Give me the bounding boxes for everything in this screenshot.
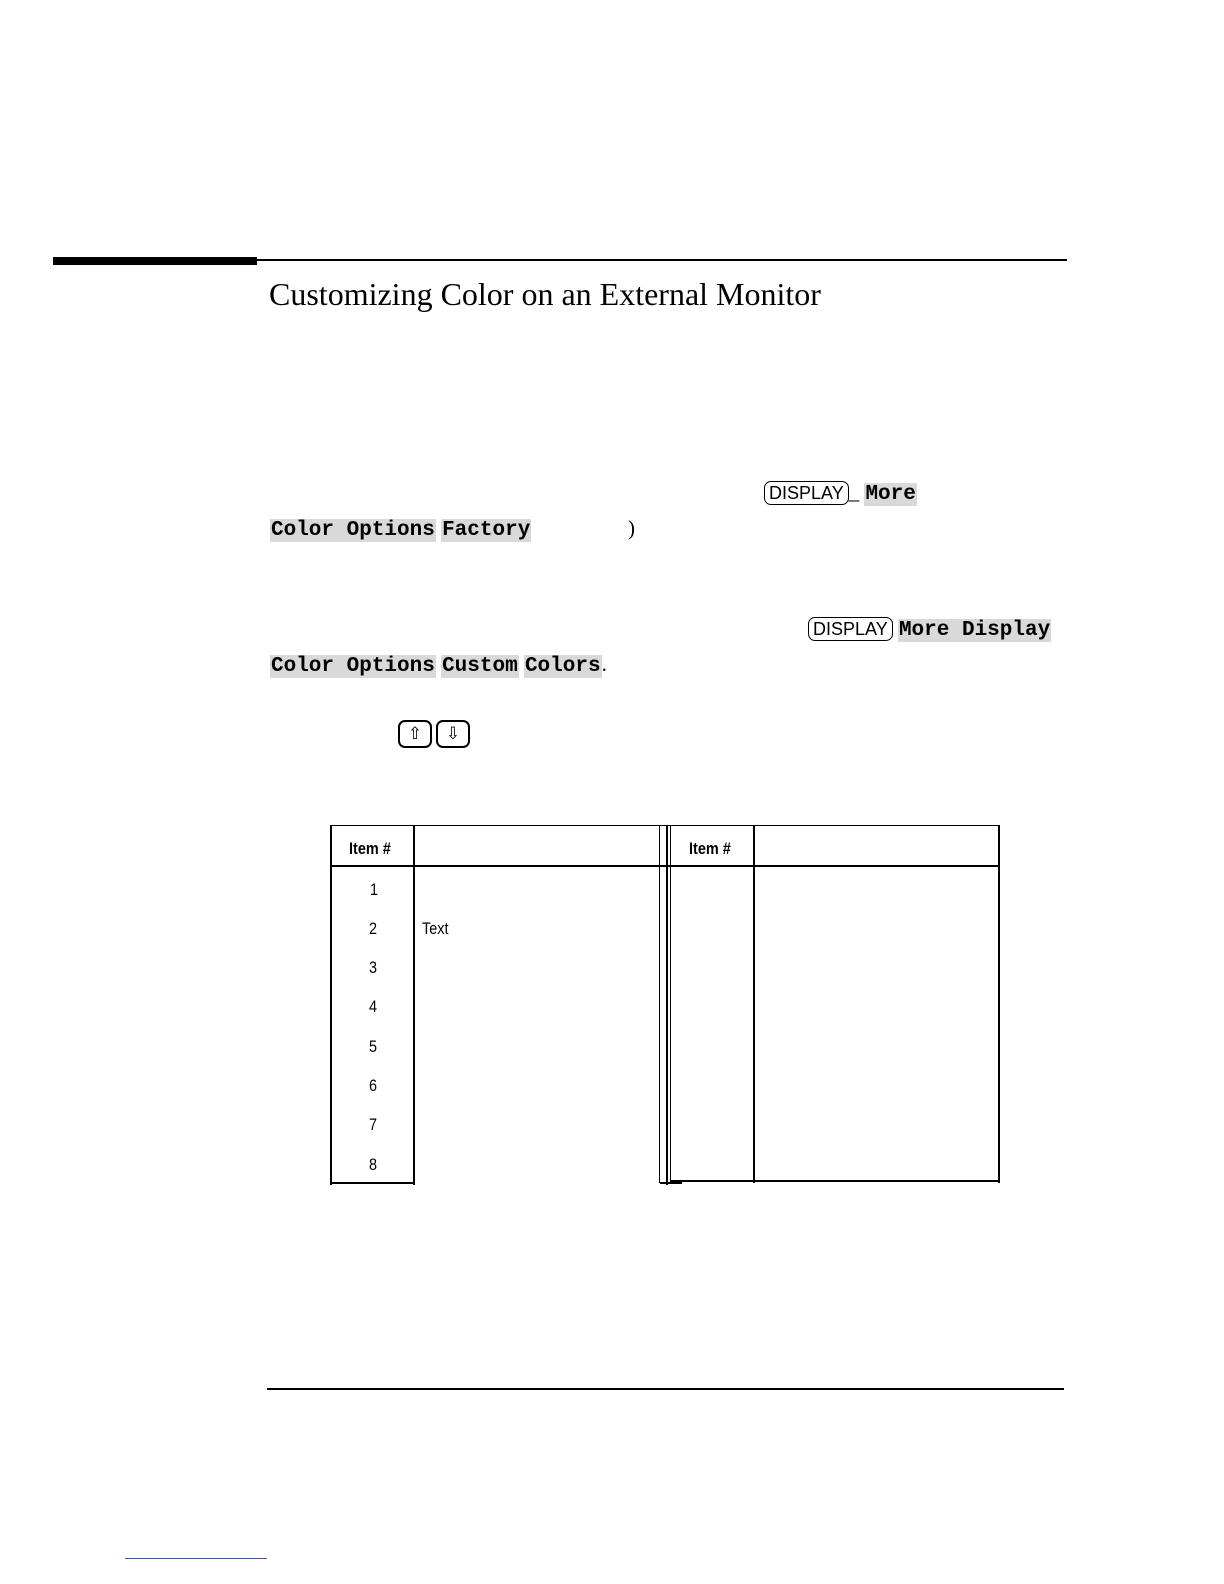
arrow-keys: [398, 720, 474, 748]
color-options-softkey[interactable]: Color Options: [271, 519, 435, 542]
page-corner-mark: [125, 1558, 267, 1559]
display-hardkey[interactable]: DISPLAY: [764, 481, 849, 505]
item-number-3: 3: [369, 958, 378, 977]
section-rule-thick: [53, 257, 257, 265]
item-number-4: 4: [369, 997, 378, 1016]
more-display-softkey[interactable]: More Display: [898, 619, 1051, 642]
up-arrow-key-icon[interactable]: ⇧: [398, 720, 432, 748]
more-softkey[interactable]: More: [865, 483, 916, 506]
factory-step-line-1: [764, 480, 917, 506]
custom-step-period: .: [601, 652, 607, 676]
color-options-softkey-2[interactable]: Color Options: [271, 655, 435, 678]
item-number-2: 2: [369, 919, 378, 938]
custom-step-line-1: [808, 616, 1051, 642]
item-number-7: 7: [369, 1115, 378, 1134]
item-number-1: 1: [370, 880, 379, 899]
display-hardkey-2[interactable]: DISPLAY: [808, 617, 893, 641]
section-rule-thin: [257, 259, 1067, 261]
key-separator: _: [848, 480, 860, 504]
down-arrow-key-icon[interactable]: ⇩: [436, 720, 470, 748]
right-item-header: Item #: [689, 839, 731, 858]
item-number-5: 5: [369, 1037, 378, 1056]
page-title: Customizing Color on an External Monitor: [269, 276, 821, 312]
custom-softkey[interactable]: Custom: [442, 655, 518, 678]
item-number-8: 8: [369, 1155, 378, 1174]
factory-step-close-paren: ): [628, 516, 635, 540]
footer-rule: [267, 1388, 1064, 1390]
color-item-table: [330, 825, 1001, 1185]
colors-softkey[interactable]: Colors: [524, 655, 601, 678]
factory-softkey[interactable]: Factory: [442, 519, 531, 542]
custom-step-line-2: [270, 652, 607, 678]
item-number-6: 6: [369, 1076, 378, 1095]
item-desc-2: Text: [422, 919, 449, 938]
left-item-header: Item #: [349, 839, 391, 858]
factory-step-line-2: [270, 516, 531, 542]
